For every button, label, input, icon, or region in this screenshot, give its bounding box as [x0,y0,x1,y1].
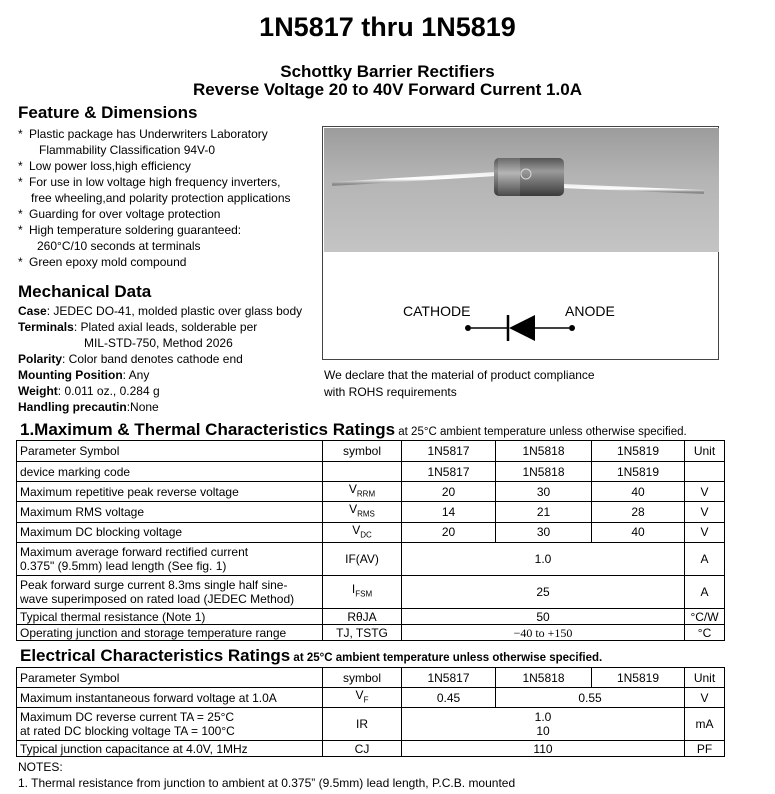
rohs-statement-2: with ROHS requirements [324,385,457,399]
table-cell: Parameter Symbol [17,668,323,688]
feature-line: * Green epoxy mold compound [18,255,187,269]
table-cell: Maximum DC reverse current TA = 25°C at rated DC blocking voltage TA = 100°C [17,708,323,741]
table-cell: CJ [323,741,402,757]
table-cell: $V_{RRM}$ [323,482,402,502]
feature-line: * High temperature soldering guaranteed: [18,223,242,237]
features-list [18,126,291,270]
table-cell: $V_{RMS}$ [323,502,402,522]
table-cell: Maximum DC blocking voltage [17,522,323,542]
note-1: 1. Thermal resistance from junction to ambient at 0.375” (9.5mm) lead length, P.C.B. mounted [18,776,516,790]
table-cell: V [685,482,725,502]
table-cell: °C [685,625,725,641]
table-cell: IR [323,708,402,741]
table-cell: PF [685,741,725,757]
table-row [17,482,725,502]
handling-line: Handling precautin:None [18,400,159,414]
table-cell: Parameter Symbol [17,441,323,462]
feature-line: 260°C/10 seconds at terminals [37,239,201,253]
case-line: Case: JEDEC DO-41, molded plastic over glass body [18,304,303,318]
table-cell: 20 [402,522,496,542]
table-cell: 1N5818 [496,668,592,688]
table-row [17,462,725,482]
table-cell: $I_{FSM}$ [323,576,402,609]
feature-line: Flammability Classification 94V-0 [39,143,216,157]
table-row [17,576,725,609]
table-row [17,741,725,757]
table-cell: 1N5818 [496,462,592,482]
table-cell: A [685,576,725,609]
table-cell: A [685,543,725,576]
table-cell: 40 [592,482,685,502]
table-cell: 50 [402,609,685,625]
mechanical-list [18,303,302,415]
electrical-ratings-heading: Electrical Characteristics Ratings at 25°C ambient temperature unless otherwise specified. [20,646,603,665]
electrical-ratings-table [16,667,725,757]
table-cell: 0.45 [402,688,496,708]
table-cell: 1.0 [402,543,685,576]
table-cell: 30 [496,522,592,542]
table-cell: °C/W [685,609,725,625]
table-cell: 110 [402,741,685,757]
subtitle-type: Schottky Barrier Rectifiers [280,62,495,81]
table-cell: $V_F$ [323,688,402,708]
table-cell: 1N5818 [496,441,592,462]
feature-line: * Low power loss,high efficiency [18,159,191,173]
table-cell: Unit [685,441,725,462]
table-row [17,609,725,625]
table-cell: 1N5817 [402,668,496,688]
table-cell: 21 [496,502,592,522]
table-row [17,688,725,708]
table-cell: 20 [402,482,496,502]
table-cell: 0.55 [496,688,685,708]
table-row [17,502,725,522]
weight-line: Weight: 0.011 oz., 0.284 g [18,384,160,398]
table-cell: V [685,688,725,708]
table-cell: Maximum average forward rectified current 0.375" (9.5mm) lead length (See fig. 1) [17,543,323,576]
table-cell: V [685,502,725,522]
table-cell: $V_{DC}$ [323,522,402,542]
table-cell: 1N5819 [592,441,685,462]
max-ratings-heading: 1.Maximum & Thermal Characteristics Ratings at 25°C ambient temperature unless otherwise specified. [20,420,687,439]
table-row [17,441,725,462]
table-row [17,522,725,542]
product-image-box [322,126,719,360]
table-row [17,668,725,688]
table-cell: 1.0 10 [402,708,685,741]
table-cell [685,462,725,482]
table-cell: −40 to +150 [402,625,685,641]
table-row [17,543,725,576]
table-cell: Operating junction and storage temperature range [17,625,323,641]
table-row [17,625,725,641]
table-cell: 40 [592,522,685,542]
table-cell: symbol [323,441,402,462]
table-cell: Peak forward surge current 8.3ms single half sine- wave superimposed on rated load (JEDEC Method) [17,576,323,609]
features-heading: Feature & Dimensions [18,103,198,122]
feature-line: free wheeling,and polarity protection applications [31,191,291,205]
polarity-line: Polarity: Color band denotes cathode end [18,352,243,366]
max-ratings-table [16,440,725,641]
table-cell: Maximum instantaneous forward voltage at 1.0A [17,688,323,708]
table-cell: 30 [496,482,592,502]
feature-line: * Guarding for over voltage protection [18,207,221,221]
page-title: 1N5817 thru 1N5819 [259,12,516,42]
table-cell [323,462,402,482]
table-cell: Maximum RMS voltage [17,502,323,522]
table-cell: device marking code [17,462,323,482]
rohs-statement: We declare that the material of product compliance [324,368,595,382]
mounting-line: Mounting Position: Any [18,368,150,382]
table-cell: Unit [685,668,725,688]
terminals-line-2: MIL-STD-750, Method 2026 [84,336,233,350]
table-cell: 25 [402,576,685,609]
table-cell: 1N5817 [402,462,496,482]
feature-line: * For use in low voltage high frequency inverters, [18,175,281,189]
table-cell: 1N5819 [592,462,685,482]
table-cell: 14 [402,502,496,522]
table-cell: Maximum repetitive peak reverse voltage [17,482,323,502]
table-cell: 1N5817 [402,441,496,462]
terminals-line: Terminals: Plated axial leads, solderable per [18,320,258,334]
anode-label: ANODE [565,303,615,319]
table-cell: IF(AV) [323,543,402,576]
table-cell: V [685,522,725,542]
table-cell: Typical thermal resistance (Note 1) [17,609,323,625]
table-cell: RθJA [323,609,402,625]
cathode-label: CATHODE [403,303,471,319]
table-cell: symbol [323,668,402,688]
table-cell: TJ, TSTG [323,625,402,641]
diode-symbol [323,127,720,361]
table-cell: 28 [592,502,685,522]
notes-heading: NOTES: [18,760,63,774]
table-row [17,708,725,741]
table-cell: mA [685,708,725,741]
subtitle-ratings: Reverse Voltage 20 to 40V Forward Current 1.0A [193,80,582,99]
feature-line: * Plastic package has Underwriters Laboratory [18,127,268,141]
mechanical-heading: Mechanical Data [18,282,152,301]
table-cell: Typical junction capacitance at 4.0V, 1MHz [17,741,323,757]
table-cell: 1N5819 [592,668,685,688]
